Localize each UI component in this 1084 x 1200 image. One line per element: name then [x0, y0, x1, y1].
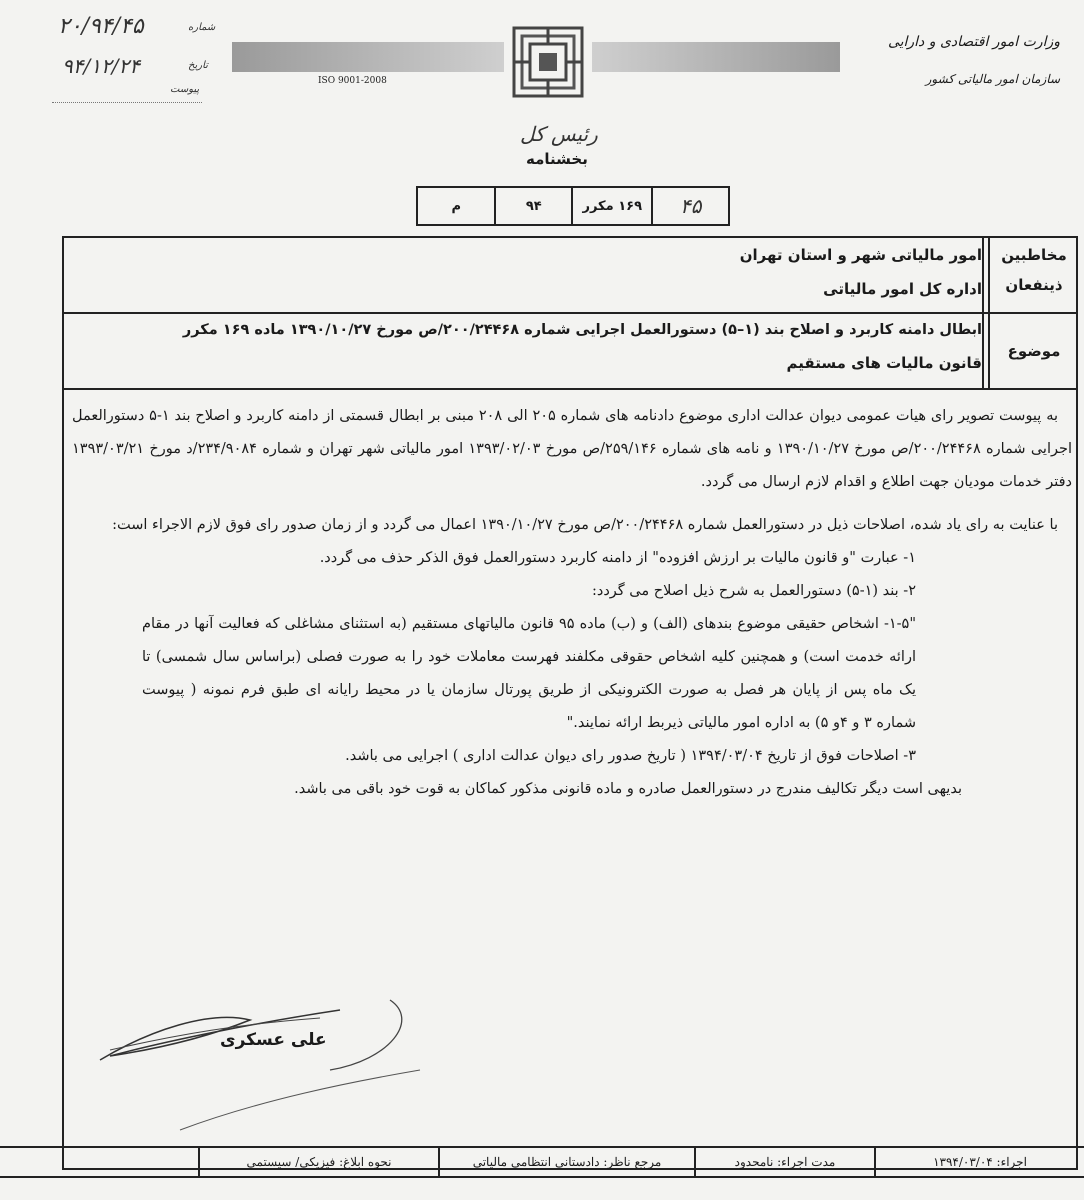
ministry-name: وزارت امور اقتصادی و دارایی — [887, 34, 1060, 50]
handwritten-attachment-label: پیوست — [170, 84, 200, 95]
body-item-2: ۲- بند (۱-۵) دستورالعمل به شرح ذیل اصلاح می گردد: — [592, 583, 916, 599]
organization-name: سازمان امور مالیاتی کشور — [925, 72, 1060, 86]
subject-row — [62, 314, 1078, 390]
tax-organization-logo-icon — [512, 26, 584, 98]
number-cell-year: ۹۴ — [494, 188, 571, 224]
recipients-inner-box — [982, 236, 988, 312]
header-band-left — [232, 42, 504, 72]
signature-flourish-icon — [90, 990, 450, 1140]
subject-line-1: ابطال دامنه کاربرد و اصلاح بند (۱–۵) دستورالعمل اجرایی شماره ۲۰۰/۲۴۴۶۸/ص مورخ ۱۳۹۰/۱۰/۲۷ ماده ۱۶۹ مکرر — [182, 322, 982, 338]
circular-body — [72, 400, 1072, 806]
iso-certification: ISO 9001-2008 — [318, 76, 387, 86]
footer-duration: مدت اجراء: نامحدود — [694, 1148, 874, 1176]
handwritten-number: ۲۰/۹۴/۴۵ — [58, 14, 144, 39]
number-cell-handwritten: ۴۵ — [651, 188, 728, 224]
subject-inner-box — [982, 314, 988, 388]
recipients-row — [62, 236, 1078, 314]
footer-notification-method: نحوه ابلاغ: فیزیکی/ سیستمی — [198, 1148, 438, 1176]
number-cell-code: م — [451, 198, 462, 214]
body-paragraph-1: به پیوست تصویر رای هیات عمومی دیوان عدالت اداری موضوع دادنامه های شماره ۲۰۵ الی ۲۰۸ مبنی بر ابطال قسمتی از دامنه کاربرد و اصلاح بند ۱-۵ دستورالعمل اجرایی شماره ۲۰۰/۲۴۴۶۸/ص مورخ ۱۳۹۰/۱۰/۲۷ و نامه های شماره ۲۵۹/۱۴۶/ص مورخ ۱۳۹۳/۰۲/۰۳ امور مالیاتی شهر تهران و شماره ۲۳۴/۹۰۸۴/د مورخ ۱۳۹۳/۰۳/۲۱ دفتر خدمات مودیان جهت اطلاع و اقدام لازم ارسال می گردد. — [72, 408, 1072, 490]
body-quote: "۱-۵- اشخاص حقیقی موضوع بندهای (الف) و (ب) ماده ۹۵ قانون مالیاتهای مستقیم (به استثنای مشاغلی که فعالیت آنها در مقام ارائه خدمت است) و همچنین کلیه اشخاص حقوقی مکلفند فهرست معاملات خود را به صورت فصلی (براساس سال شمسی) تا یک ماه پس از پایان هر فصل به صورت الکترونیکی از طریق پورتال سازمان یا در محیط رایانه ای طبق فرم نمونه ( پیوست شماره ۳ و ۴و ۵) به اداره امور مالیاتی ذیربط ارائه نمایند." — [142, 616, 917, 731]
recipients-label-cell — [988, 236, 1078, 312]
body-item-3: ۳- اصلاحات فوق از تاریخ ۱۳۹۴/۰۳/۰۴ ( تاریخ صدور رای دیوان عدالت اداری ) اجرایی می باشد. — [345, 748, 916, 764]
body-paragraph-2: با عنایت به رای یاد شده، اصلاحات ذیل در دستورالعمل شماره ۲۰۰/۲۴۴۶۸/ص مورخ ۱۳۹۰/۱۰/۲۷ اعمال می گردد و از زمان صدور رای فوق لازم الاجراء است: — [112, 517, 1058, 533]
recipient-value-1: امور مالیاتی شهر و استان تهران — [739, 246, 982, 264]
handwritten-number-label: شماره — [188, 22, 216, 33]
recipients-label: مخاطبین — [1001, 246, 1067, 264]
subject-line-2: قانون مالیات های مستقیم — [786, 354, 982, 372]
document-type: بخشنامه — [526, 150, 588, 168]
header-dotted-line — [52, 102, 202, 103]
footer-supervising-authority: مرجع ناظر: دادستانی انتظامی مالیاتی — [438, 1148, 694, 1176]
recipient-value-2: اداره کل امور مالیاتی — [823, 280, 982, 298]
footer-exec-date: اجراء: ۱۳۹۴/۰۳/۰۴ — [874, 1148, 1084, 1176]
signatory-name: علی عسکری — [220, 1030, 327, 1050]
header-band-right — [592, 42, 840, 72]
body-closing: بدیهی است دیگر تکالیف مندرج در دستورالعمل صادره و ماده قانونی مذکور کماکان به قوت خود باقی می باشد. — [294, 781, 962, 797]
beneficiaries-label: ذینفعان — [1005, 276, 1063, 294]
circular-number-table — [416, 186, 730, 226]
signature-role: رئیس کل — [520, 122, 598, 146]
subject-label-cell — [988, 314, 1078, 388]
handwritten-date-label: تاریخ — [188, 60, 208, 71]
body-item-1: ۱- عبارت "و قانون مالیات بر ارزش افزوده" از دامنه کاربرد دستورالعمل فوق الذکر حذف می گردد. — [319, 550, 916, 566]
subject-label: موضوع — [1007, 342, 1061, 360]
footer-bar — [0, 1146, 1084, 1178]
handwritten-date: ۹۴/۱۲/۲۴ — [62, 54, 140, 78]
number-cell-article: ۱۶۹ مکرر — [571, 188, 651, 224]
